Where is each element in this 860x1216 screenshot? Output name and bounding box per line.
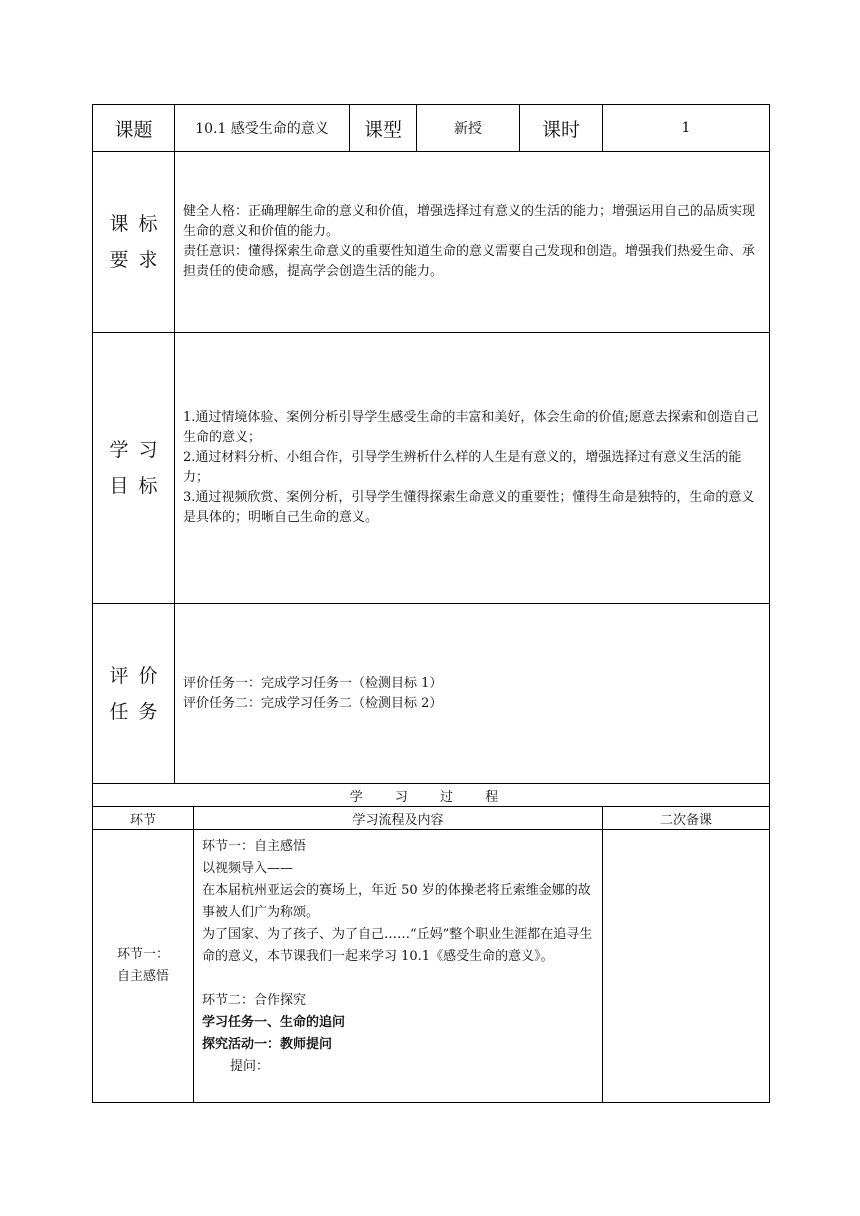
- curriculum-row: [93, 152, 770, 333]
- objectives-label: 学习 目标: [93, 333, 175, 604]
- curriculum-label: 课标 要求: [93, 152, 175, 333]
- header-row: [93, 105, 770, 152]
- flow-line: 提问：: [230, 1059, 270, 1074]
- flow-line: 以视频导入——: [202, 861, 294, 876]
- process-row: [93, 830, 770, 1103]
- flow-line: 环节一：自主感悟: [202, 839, 307, 854]
- period-value: 1: [603, 105, 770, 152]
- flow-task-heading: 学习任务一、生命的追问: [202, 1015, 346, 1030]
- evaluation-content: [175, 604, 770, 784]
- notes-cell: [603, 830, 770, 1103]
- objective-line: 3.通过视频欣赏、案例分析，引导学生懂得探索生命意义的重要性；懂得生命是独特的，生命的意义是具体的；明晰自己生命的意义。: [183, 490, 755, 525]
- curriculum-content: [175, 152, 770, 333]
- curriculum-line: 责任意识：懂得探索生命意义的重要性知道生命的意义需要自己发现和创造。增强我们热爱生命、承担责任的使命感，提高学会创造生活的能力。: [183, 244, 756, 279]
- flow-line: 在本届杭州亚运会的赛场上，年近 50 岁的体操老将丘索维金娜的故事被人们广为称颂。: [202, 883, 591, 920]
- process-title: 学 习 过 程: [93, 784, 770, 807]
- lesson-plan-page: [92, 104, 769, 1103]
- type-label: 课型: [350, 105, 417, 152]
- type-value: 新授: [417, 105, 520, 152]
- process-header-row: [93, 807, 770, 830]
- flow-line: 为了国家、为了孩子、为了自己……“丘妈”整个职业生涯都在追寻生命的意义，本节课我们一起来学习 10.1《感受生命的意义》。: [202, 927, 593, 964]
- objective-line: 1.通过情境体验、案例分析引导学生感受生命的丰富和美好，体会生命的价值;愿意去探索和创造自己生命的意义；: [183, 410, 759, 445]
- topic-label: 课题: [93, 105, 175, 152]
- evaluation-label: 评价 任务: [93, 604, 175, 784]
- flow-column-header: 学习流程及内容: [194, 807, 603, 830]
- stage-column-header: 环节: [93, 807, 194, 830]
- lesson-plan-table: [92, 104, 770, 1103]
- objectives-content: [175, 333, 770, 604]
- topic-value: 10.1 感受生命的意义: [175, 105, 350, 152]
- process-title-row: [93, 784, 770, 807]
- evaluation-line: 评价任务二：完成学习任务二（检测目标 2）: [183, 695, 443, 711]
- evaluation-line: 评价任务一：完成学习任务一（检测目标 1）: [183, 675, 443, 691]
- curriculum-line: 健全人格：正确理解生命的意义和价值，增强选择过有意义的生活的能力；增强运用自己的品质实现生命的意义和价值的能力。: [183, 204, 756, 239]
- flow-line: 环节二：合作探究: [202, 993, 307, 1008]
- objectives-row: [93, 333, 770, 604]
- period-label: 课时: [520, 105, 603, 152]
- evaluation-row: [93, 604, 770, 784]
- objective-line: 2.通过材料分析、小组合作，引导学生辨析什么样的人生是有意义的，增强选择过有意义生活的能力；: [183, 450, 742, 485]
- stage-cell: 环节一： 自主感悟: [93, 830, 194, 1103]
- flow-activity-heading: 探究活动一：教师提问: [202, 1037, 333, 1052]
- notes-column-header: 二次备课: [603, 807, 770, 830]
- flow-cell: [194, 830, 603, 1103]
